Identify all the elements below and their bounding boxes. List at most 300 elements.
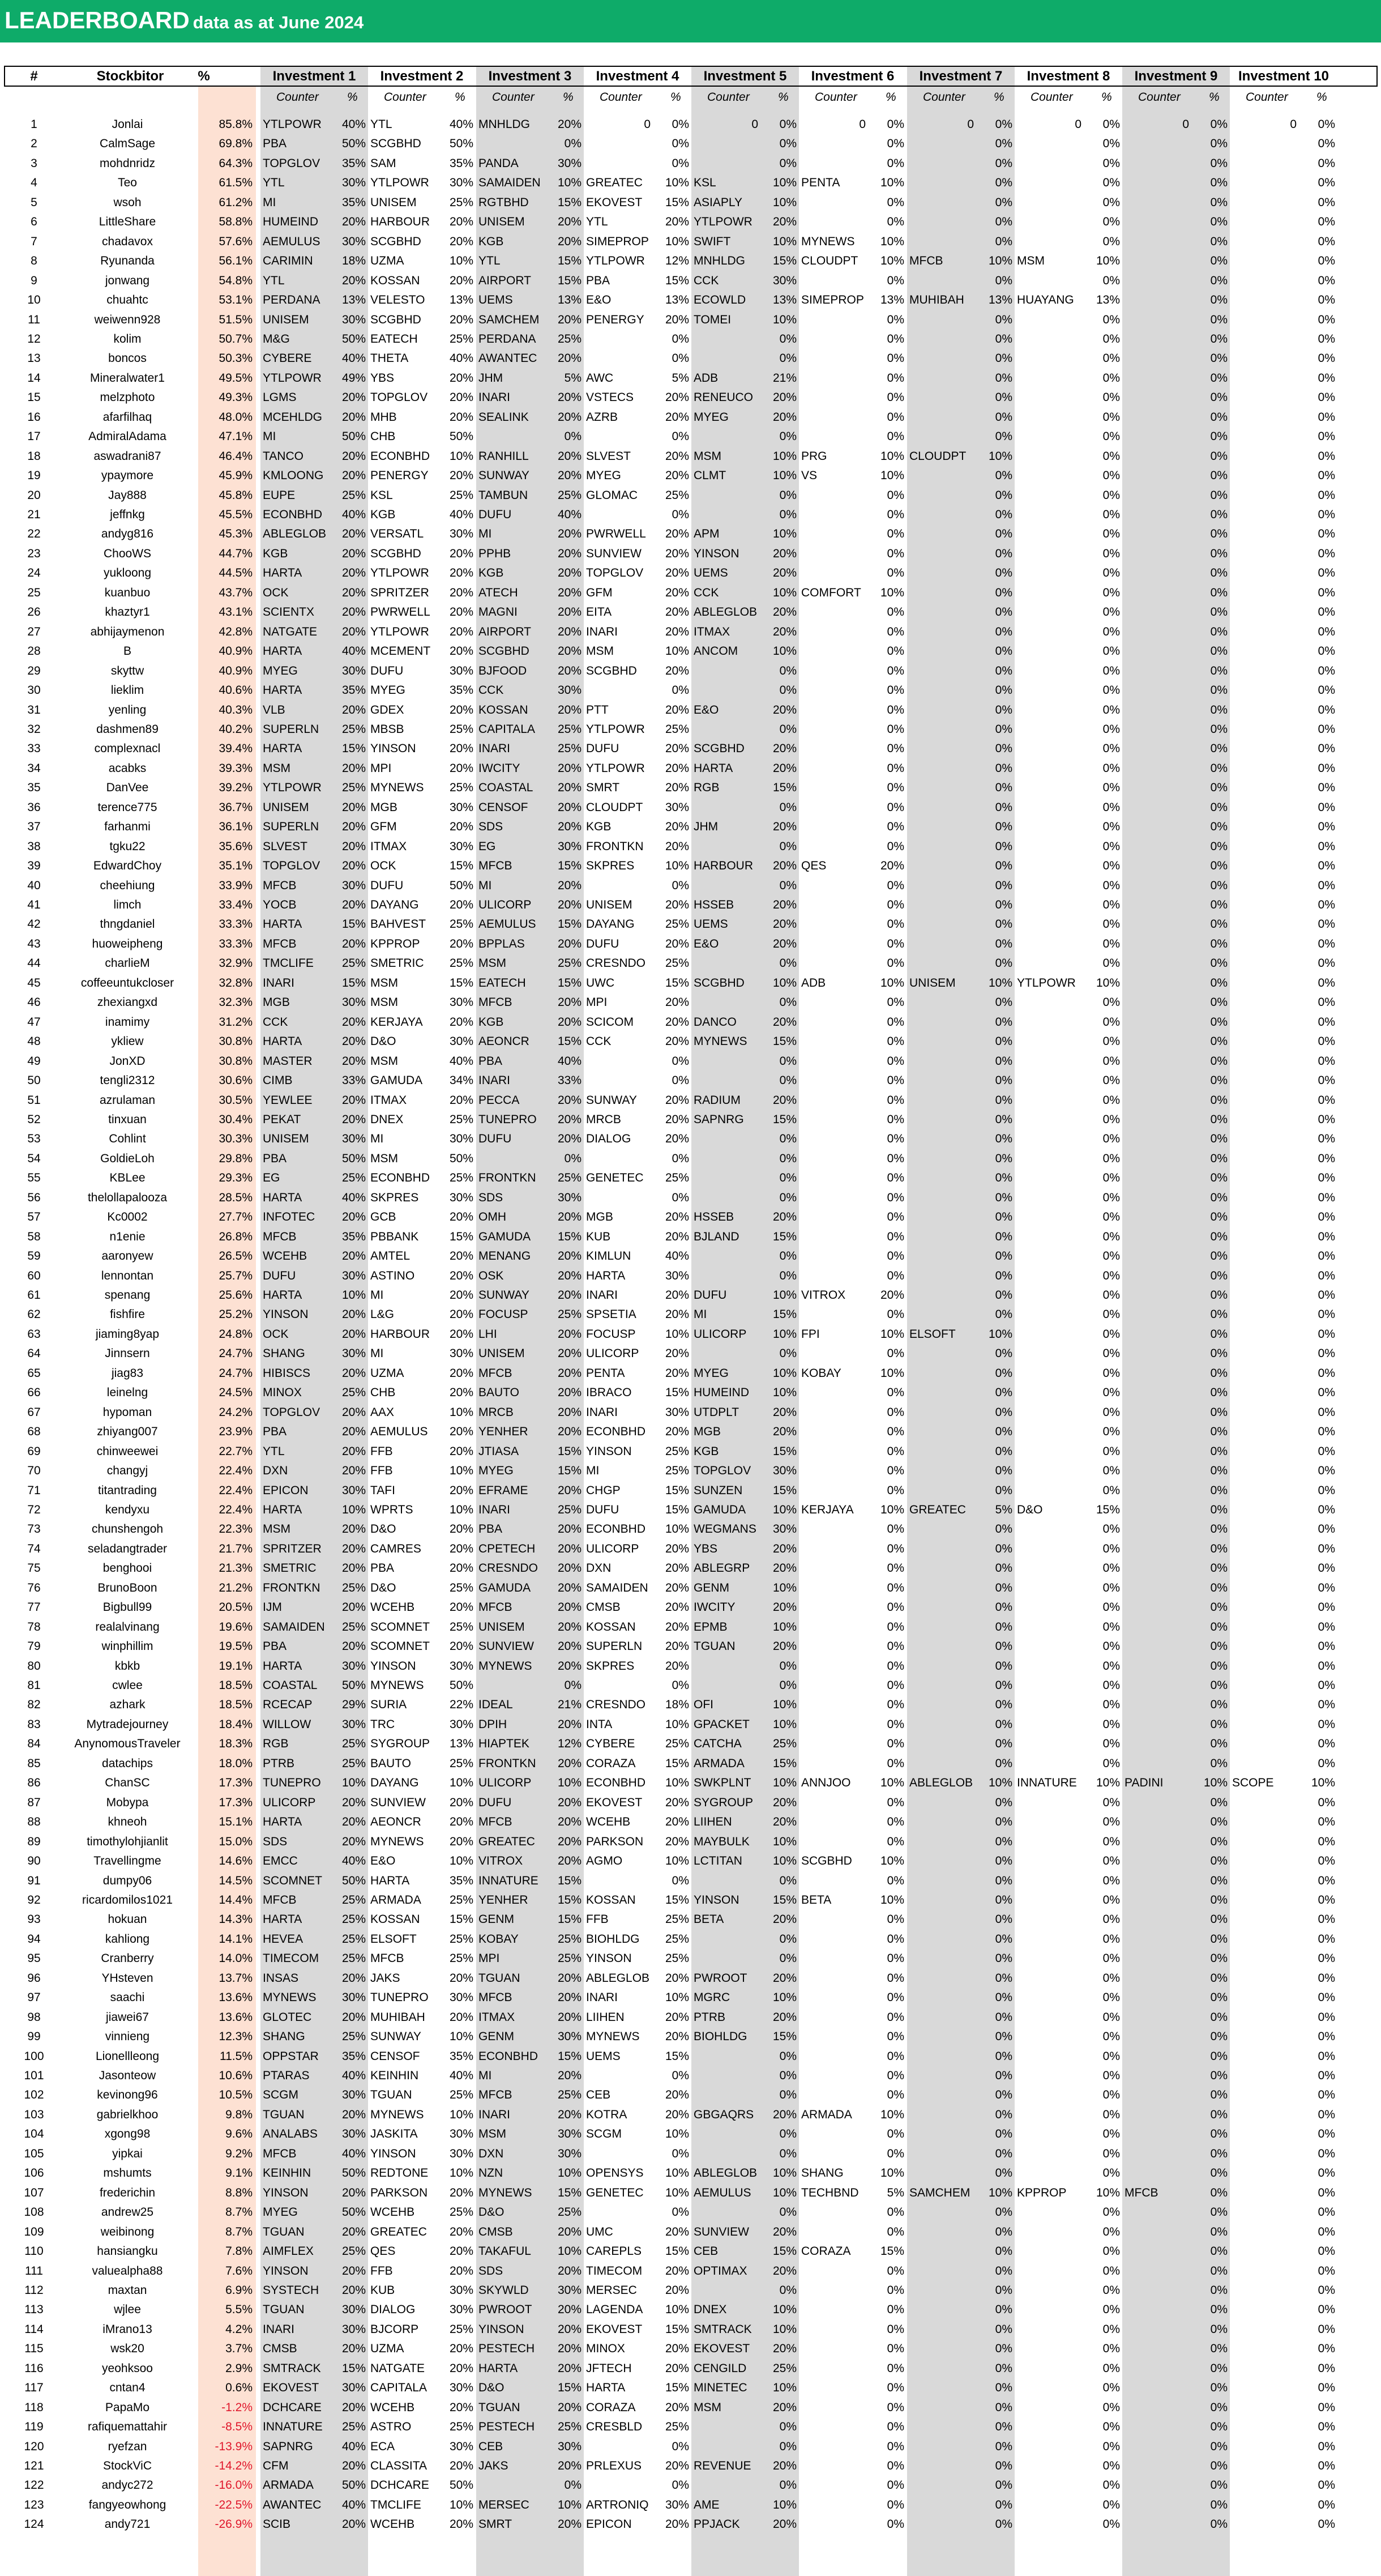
allocation-percent: 0% bbox=[887, 839, 904, 853]
return-percent: 31.2% bbox=[219, 1015, 253, 1029]
allocation-percent: 20% bbox=[772, 742, 797, 756]
counter-cell: AEMULUS bbox=[370, 1425, 428, 1439]
allocation-percent: 0% bbox=[995, 234, 1012, 248]
allocation-percent: 0% bbox=[887, 1952, 904, 1965]
counter-cell: SIMEPROP bbox=[801, 293, 864, 307]
counter-cell: DUFU bbox=[370, 878, 404, 892]
allocation-percent: 10% bbox=[449, 449, 473, 463]
counter-cell: MPI bbox=[370, 761, 392, 775]
allocation-percent: 0% bbox=[995, 1893, 1012, 1907]
counter-cell: KOSSAN bbox=[586, 1620, 636, 1634]
allocation-percent: 25% bbox=[449, 722, 473, 736]
allocation-percent: 0% bbox=[1318, 1522, 1335, 1536]
counter-cell: YINSON bbox=[370, 2147, 416, 2160]
counter-cell: VITROX bbox=[801, 1289, 846, 1302]
allocation-percent: 0% bbox=[995, 1698, 1012, 1712]
stockbitor-name: jeffnkg bbox=[110, 508, 145, 521]
allocation-percent: 20% bbox=[557, 1815, 582, 1829]
allocation-percent: 0% bbox=[1318, 508, 1335, 521]
allocation-percent: 0% bbox=[1318, 937, 1335, 950]
allocation-percent: 30% bbox=[341, 1347, 366, 1360]
counter-cell: UNISEM bbox=[478, 1620, 525, 1634]
allocation-percent: 0% bbox=[1102, 898, 1120, 911]
allocation-percent: 0% bbox=[887, 1112, 904, 1126]
allocation-percent: 0% bbox=[1210, 1210, 1228, 1224]
counter-cell: TECHBND bbox=[801, 2186, 859, 2199]
investment-2-header: Investment 2 bbox=[380, 69, 464, 84]
allocation-percent: 0% bbox=[887, 2010, 904, 2024]
allocation-percent: 0% bbox=[1102, 2245, 1120, 2258]
counter-cell: SCGBHD bbox=[370, 313, 421, 326]
allocation-percent: 0% bbox=[995, 1425, 1012, 1439]
counter-cell: DANCO bbox=[694, 1015, 737, 1029]
allocation-percent: 0% bbox=[887, 1659, 904, 1673]
allocation-percent: 0% bbox=[1102, 1952, 1120, 1965]
counter-cell: ITMAX bbox=[694, 625, 730, 638]
rank-cell: 22 bbox=[27, 527, 41, 541]
allocation-percent: 0% bbox=[1318, 664, 1335, 677]
counter-cell: ECONBHD bbox=[370, 1171, 430, 1185]
allocation-percent: 0% bbox=[887, 2069, 904, 2082]
counter-cell: SCGBHD bbox=[370, 547, 421, 560]
allocation-percent: 20% bbox=[341, 1112, 366, 1126]
allocation-percent: 10% bbox=[880, 2166, 904, 2180]
allocation-percent: 20% bbox=[449, 371, 473, 385]
allocation-percent: 0% bbox=[1318, 2088, 1335, 2102]
counter-cell: YTL bbox=[263, 1444, 285, 1458]
counter-cell: CEB bbox=[586, 2088, 611, 2102]
allocation-percent: 0% bbox=[1210, 254, 1228, 268]
allocation-percent: 20% bbox=[665, 1581, 689, 1594]
allocation-percent: 20% bbox=[772, 605, 797, 619]
allocation-percent: 0% bbox=[887, 898, 904, 911]
allocation-percent: 0% bbox=[995, 488, 1012, 502]
counter-cell: PENERGY bbox=[370, 469, 429, 483]
counter-cell: SWIFT bbox=[694, 234, 731, 248]
stockbitor-name: xgong98 bbox=[104, 2127, 151, 2141]
counter-cell: SUPERLN bbox=[263, 722, 319, 736]
allocation-percent: 0% bbox=[995, 156, 1012, 170]
counter-cell: HIAPTEK bbox=[478, 1737, 529, 1751]
counter-cell: INARI bbox=[586, 1405, 618, 1419]
counter-cell: 0 bbox=[644, 118, 651, 131]
allocation-percent: 20% bbox=[449, 1249, 473, 1263]
allocation-percent: 0% bbox=[1210, 605, 1228, 619]
allocation-percent: 0% bbox=[1318, 2186, 1335, 2199]
counter-cell: ECA bbox=[370, 2439, 395, 2453]
counter-cell: YTLPOWR bbox=[694, 215, 753, 229]
allocation-percent: 0% bbox=[1210, 313, 1228, 326]
counter-cell: YINSON bbox=[370, 742, 416, 756]
allocation-percent: 0% bbox=[995, 2030, 1012, 2044]
allocation-percent: 0% bbox=[1318, 1952, 1335, 1965]
allocation-percent: 0% bbox=[1102, 2108, 1120, 2121]
stockbitor-name: iMrano13 bbox=[102, 2322, 152, 2336]
allocation-percent: 35% bbox=[449, 2049, 473, 2063]
allocation-percent: 20% bbox=[665, 898, 689, 911]
counter-cell: CLMT bbox=[694, 469, 726, 483]
stockbitor-name: Mineralwater1 bbox=[90, 371, 165, 385]
allocation-percent: 0% bbox=[1318, 1815, 1335, 1829]
allocation-percent: 20% bbox=[341, 547, 366, 560]
rank-cell: 46 bbox=[27, 996, 41, 1009]
allocation-percent: 0% bbox=[1318, 2400, 1335, 2414]
allocation-percent: 0% bbox=[887, 2361, 904, 2375]
allocation-percent: 0% bbox=[995, 2108, 1012, 2121]
counter-cell: EPICON bbox=[263, 1483, 309, 1497]
allocation-percent: 0% bbox=[995, 2010, 1012, 2024]
allocation-percent: 0% bbox=[1210, 1952, 1228, 1965]
rank-cell: 98 bbox=[27, 2010, 41, 2024]
counter-cell: YINSON bbox=[586, 1444, 632, 1458]
counter-cell: GREATEC bbox=[478, 1835, 535, 1848]
stockbitor-name: Mobypa bbox=[106, 1795, 149, 1809]
allocation-percent: 0% bbox=[887, 878, 904, 892]
allocation-percent: 25% bbox=[449, 1581, 473, 1594]
rank-cell: 52 bbox=[27, 1112, 41, 1126]
counter-cell: UZMA bbox=[370, 2342, 404, 2356]
allocation-percent: 0% bbox=[995, 1093, 1012, 1107]
counter-cell: SYSTECH bbox=[263, 2283, 319, 2297]
allocation-percent: 0% bbox=[672, 2147, 689, 2160]
rank-cell: 12 bbox=[27, 332, 41, 346]
allocation-percent: 10% bbox=[557, 2498, 582, 2511]
allocation-percent: 20% bbox=[665, 1035, 689, 1048]
allocation-percent: 0% bbox=[1318, 1210, 1335, 1224]
counter-cell: MRCB bbox=[478, 1405, 514, 1419]
allocation-percent: 30% bbox=[341, 176, 366, 190]
stockbitor-name: azhark bbox=[109, 1698, 146, 1712]
counter-cell: PESTECH bbox=[478, 2420, 535, 2434]
allocation-percent: 0% bbox=[1210, 898, 1228, 911]
allocation-percent: 20% bbox=[557, 878, 582, 892]
counter-cell: EG bbox=[263, 1171, 280, 1185]
counter-cell: TGUAN bbox=[478, 2400, 520, 2414]
counter-cell: ECONBHD bbox=[478, 2049, 538, 2063]
allocation-percent: 0% bbox=[672, 684, 689, 697]
allocation-percent: 20% bbox=[772, 1640, 797, 1653]
stockbitor-name: weibinong bbox=[100, 2225, 155, 2238]
allocation-percent: 20% bbox=[665, 2225, 689, 2238]
allocation-percent: 20% bbox=[341, 274, 366, 287]
allocation-percent: 0% bbox=[1318, 1874, 1335, 1887]
allocation-percent: 0% bbox=[1102, 371, 1120, 385]
counter-cell: EKOVEST bbox=[586, 2322, 643, 2336]
allocation-percent: 15% bbox=[772, 2030, 797, 2044]
counter-cell: MFCB bbox=[478, 2088, 512, 2102]
allocation-percent: 25% bbox=[341, 1171, 366, 1185]
allocation-percent: 15% bbox=[557, 1913, 582, 1926]
counter-cell: TRC bbox=[370, 1717, 395, 1731]
allocation-percent: 0% bbox=[1102, 586, 1120, 599]
rank-cell: 116 bbox=[24, 2361, 44, 2375]
counter-cell: MASTER bbox=[263, 1054, 313, 1068]
allocation-percent: 0% bbox=[1318, 1054, 1335, 1068]
allocation-percent: 20% bbox=[557, 761, 582, 775]
counter-cell: DXN bbox=[586, 1562, 612, 1575]
allocation-percent: 0% bbox=[1318, 449, 1335, 463]
counter-cell: CAREPLS bbox=[586, 2245, 642, 2258]
stockbitor-name: chadavox bbox=[102, 234, 153, 248]
allocation-percent: 0% bbox=[1210, 2381, 1228, 2395]
allocation-percent: 20% bbox=[449, 1562, 473, 1575]
counter-cell: SCGBHD bbox=[586, 664, 637, 677]
rank-cell: 117 bbox=[24, 2381, 44, 2395]
stockbitor-name: changyj bbox=[106, 1464, 148, 1478]
allocation-percent: 15% bbox=[341, 2361, 366, 2375]
allocation-percent: 0% bbox=[995, 800, 1012, 814]
allocation-percent: 20% bbox=[665, 1562, 689, 1575]
allocation-percent: 25% bbox=[449, 781, 473, 795]
allocation-percent: 0% bbox=[1210, 1289, 1228, 1302]
counter-cell: MYEG bbox=[263, 664, 298, 677]
allocation-percent: 0% bbox=[1210, 2264, 1228, 2278]
rank-cell: 124 bbox=[24, 2518, 44, 2531]
counter-cell: YINSON bbox=[694, 547, 739, 560]
allocation-percent: 0% bbox=[995, 781, 1012, 795]
allocation-percent: 15% bbox=[557, 859, 582, 873]
return-percent: 19.5% bbox=[219, 1640, 253, 1653]
counter-cell: YTLPOWR bbox=[370, 566, 429, 580]
counter-cell: OPTIMAX bbox=[694, 2264, 747, 2278]
allocation-percent: 0% bbox=[887, 1522, 904, 1536]
return-percent: 13.7% bbox=[219, 1971, 253, 1985]
allocation-percent: 0% bbox=[1318, 1991, 1335, 2004]
counter-cell: RCECAP bbox=[263, 1698, 313, 1712]
counter-cell: ULICORP bbox=[586, 1347, 639, 1360]
allocation-percent: 20% bbox=[772, 918, 797, 931]
allocation-percent: 0% bbox=[1102, 878, 1120, 892]
allocation-percent: 0% bbox=[1102, 1405, 1120, 1419]
allocation-percent: 10% bbox=[449, 1503, 473, 1516]
return-percent: 30.8% bbox=[219, 1035, 253, 1048]
counter-subheader: Counter bbox=[600, 91, 642, 104]
allocation-percent: 0% bbox=[1318, 430, 1335, 443]
allocation-percent: 33% bbox=[557, 1074, 582, 1087]
allocation-percent: 0% bbox=[1102, 1679, 1120, 1692]
allocation-percent: 0% bbox=[1210, 1913, 1228, 1926]
counter-cell: CFM bbox=[263, 2459, 289, 2472]
rank-cell: 89 bbox=[27, 1835, 41, 1848]
allocation-percent: 10% bbox=[880, 176, 904, 190]
allocation-percent: 10% bbox=[880, 976, 904, 990]
allocation-percent: 0% bbox=[887, 722, 904, 736]
allocation-percent: 10% bbox=[665, 1522, 689, 1536]
counter-cell: SUPERLN bbox=[263, 820, 319, 834]
stockbitor-name: zhexiangxd bbox=[97, 996, 158, 1009]
counter-cell: OCK bbox=[263, 586, 289, 599]
allocation-percent: 40% bbox=[665, 1249, 689, 1263]
allocation-percent: 20% bbox=[341, 2264, 366, 2278]
allocation-percent: 20% bbox=[449, 2225, 473, 2238]
allocation-percent: 20% bbox=[665, 820, 689, 834]
allocation-percent: 0% bbox=[887, 1874, 904, 1887]
rank-cell: 101 bbox=[24, 2069, 44, 2082]
allocation-percent: 0% bbox=[1102, 352, 1120, 365]
counter-cell: MFCB bbox=[909, 254, 943, 268]
allocation-percent: 0% bbox=[1102, 859, 1120, 873]
allocation-percent: 20% bbox=[665, 1620, 689, 1634]
allocation-percent: 0% bbox=[1210, 1112, 1228, 1126]
allocation-percent: 20% bbox=[772, 1210, 797, 1224]
allocation-percent: 25% bbox=[557, 742, 582, 756]
counter-subheader: Counter bbox=[492, 91, 535, 104]
percent-subheader: % bbox=[886, 91, 896, 104]
allocation-percent: 20% bbox=[557, 2010, 582, 2024]
allocation-percent: 0% bbox=[1102, 1542, 1120, 1555]
allocation-percent: 0% bbox=[887, 761, 904, 775]
allocation-percent: 0% bbox=[1102, 2322, 1120, 2336]
allocation-percent: 0% bbox=[995, 1405, 1012, 1419]
rank-cell: 17 bbox=[27, 430, 41, 443]
counter-cell: INARI bbox=[478, 742, 511, 756]
counter-cell: CYBERE bbox=[263, 352, 312, 365]
counter-cell: TGUAN bbox=[263, 2108, 305, 2121]
counter-cell: YINSON bbox=[263, 2186, 309, 2199]
allocation-percent: 0% bbox=[1318, 898, 1335, 911]
allocation-percent: 20% bbox=[557, 469, 582, 483]
allocation-percent: 30% bbox=[557, 839, 582, 853]
counter-cell: TGUAN bbox=[263, 2303, 305, 2317]
allocation-percent: 0% bbox=[887, 1562, 904, 1575]
counter-cell: SWKPLNT bbox=[694, 1776, 751, 1790]
return-percent: 30.8% bbox=[219, 1054, 253, 1068]
allocation-percent: 0% bbox=[887, 1679, 904, 1692]
allocation-percent: 10% bbox=[880, 1327, 904, 1341]
allocation-percent: 13% bbox=[1096, 293, 1120, 307]
counter-cell: E&O bbox=[694, 703, 719, 716]
counter-cell: QES bbox=[370, 2245, 396, 2258]
allocation-percent: 15% bbox=[341, 742, 366, 756]
allocation-percent: 20% bbox=[557, 625, 582, 638]
allocation-percent: 0% bbox=[995, 527, 1012, 541]
allocation-percent: 25% bbox=[557, 2206, 582, 2219]
allocation-percent: 0% bbox=[1318, 1074, 1335, 1087]
allocation-percent: 10% bbox=[772, 1366, 797, 1380]
rank-cell: 16 bbox=[27, 410, 41, 424]
counter-cell: SUNWAY bbox=[370, 2030, 421, 2044]
counter-cell: CCK bbox=[694, 586, 719, 599]
allocation-percent: 0% bbox=[779, 1679, 797, 1692]
counter-cell: SCGBHD bbox=[694, 742, 745, 756]
allocation-percent: 10% bbox=[772, 449, 797, 463]
allocation-percent: 0% bbox=[995, 1952, 1012, 1965]
allocation-percent: 0% bbox=[1210, 527, 1228, 541]
stockbitor-name: wsk20 bbox=[110, 2342, 144, 2356]
return-percent: 40.3% bbox=[219, 703, 253, 716]
allocation-percent: 50% bbox=[449, 137, 473, 151]
allocation-percent: 0% bbox=[1318, 1464, 1335, 1478]
allocation-percent: 0% bbox=[1102, 1815, 1120, 1829]
allocation-percent: 0% bbox=[1318, 2049, 1335, 2063]
allocation-percent: 0% bbox=[1102, 2225, 1120, 2238]
allocation-percent: 0% bbox=[887, 1308, 904, 1321]
counter-cell: TAMBUN bbox=[478, 488, 528, 502]
allocation-percent: 0% bbox=[887, 1913, 904, 1926]
allocation-percent: 0% bbox=[1102, 1054, 1120, 1068]
counter-cell: SLVEST bbox=[586, 449, 631, 463]
counter-cell: TOPGLOV bbox=[586, 566, 644, 580]
allocation-percent: 20% bbox=[772, 2010, 797, 2024]
counter-cell: PERDANA bbox=[263, 293, 320, 307]
counter-cell: MGB bbox=[263, 996, 290, 1009]
counter-cell: KEINHIN bbox=[263, 2166, 311, 2180]
counter-cell: UZMA bbox=[370, 1366, 404, 1380]
allocation-percent: 0% bbox=[1318, 195, 1335, 209]
allocation-percent: 0% bbox=[995, 1542, 1012, 1555]
return-percent: 22.4% bbox=[219, 1483, 253, 1497]
allocation-percent: 25% bbox=[449, 1112, 473, 1126]
counter-cell: HARTA bbox=[263, 645, 302, 658]
stockbitor-name: DanVee bbox=[106, 781, 149, 795]
allocation-percent: 0% bbox=[887, 2381, 904, 2395]
counter-cell: RGTBHD bbox=[478, 195, 529, 209]
return-percent: 32.3% bbox=[219, 996, 253, 1009]
rank-cell: 57 bbox=[27, 1210, 41, 1224]
rank-cell: 8 bbox=[31, 254, 37, 268]
rank-cell: 33 bbox=[27, 742, 41, 756]
stockbitor-name: leinelng bbox=[106, 1386, 148, 1400]
counter-cell: TUNEPRO bbox=[370, 1991, 429, 2004]
allocation-percent: 0% bbox=[1318, 957, 1335, 970]
allocation-percent: 0% bbox=[1318, 566, 1335, 580]
rank-cell: 95 bbox=[27, 1952, 41, 1965]
counter-cell: PBA bbox=[478, 1522, 503, 1536]
counter-cell: WCEHB bbox=[586, 1815, 631, 1829]
allocation-percent: 0% bbox=[887, 2088, 904, 2102]
allocation-percent: 0% bbox=[1102, 410, 1120, 424]
counter-cell: INARI bbox=[263, 2322, 295, 2336]
allocation-percent: 20% bbox=[341, 410, 366, 424]
allocation-percent: 20% bbox=[557, 1971, 582, 1985]
allocation-percent: 20% bbox=[557, 1991, 582, 2004]
stockbitor-name: kevinong96 bbox=[97, 2088, 158, 2102]
allocation-percent: 30% bbox=[665, 2498, 689, 2511]
counter-cell: UWC bbox=[586, 976, 615, 990]
counter-cell: KOSSAN bbox=[370, 1913, 420, 1926]
return-percent: -16.0% bbox=[215, 2479, 253, 2492]
counter-cell: AWANTEC bbox=[263, 2498, 322, 2511]
allocation-percent: 0% bbox=[1102, 1425, 1120, 1439]
allocation-percent: 0% bbox=[995, 722, 1012, 736]
allocation-percent: 15% bbox=[665, 274, 689, 287]
rank-cell: 102 bbox=[24, 2088, 44, 2102]
allocation-percent: 0% bbox=[1318, 918, 1335, 931]
rank-cell: 47 bbox=[27, 1015, 41, 1029]
allocation-percent: 15% bbox=[557, 1893, 582, 1907]
rank-cell: 107 bbox=[24, 2186, 44, 2199]
counter-subheader: Counter bbox=[1246, 91, 1288, 104]
rank-cell: 96 bbox=[27, 1971, 41, 1985]
allocation-percent: 25% bbox=[341, 2420, 366, 2434]
allocation-percent: 20% bbox=[341, 2108, 366, 2121]
counter-cell: MSM bbox=[370, 1151, 398, 1165]
allocation-percent: 0% bbox=[1210, 957, 1228, 970]
allocation-percent: 0% bbox=[779, 957, 797, 970]
counter-cell: SUNVIEW bbox=[478, 1640, 535, 1653]
allocation-percent: 0% bbox=[1210, 1464, 1228, 1478]
counter-cell: KGB bbox=[370, 508, 396, 521]
allocation-percent: 20% bbox=[341, 1815, 366, 1829]
allocation-percent: 10% bbox=[772, 2303, 797, 2317]
allocation-percent: 0% bbox=[779, 684, 797, 697]
rank-cell: 11 bbox=[28, 313, 40, 326]
rank-cell: 94 bbox=[27, 1932, 41, 1946]
allocation-percent: 30% bbox=[772, 274, 797, 287]
counter-cell: UNISEM bbox=[909, 976, 956, 990]
allocation-percent: 10% bbox=[772, 2381, 797, 2395]
counter-cell: INSAS bbox=[263, 1971, 299, 1985]
